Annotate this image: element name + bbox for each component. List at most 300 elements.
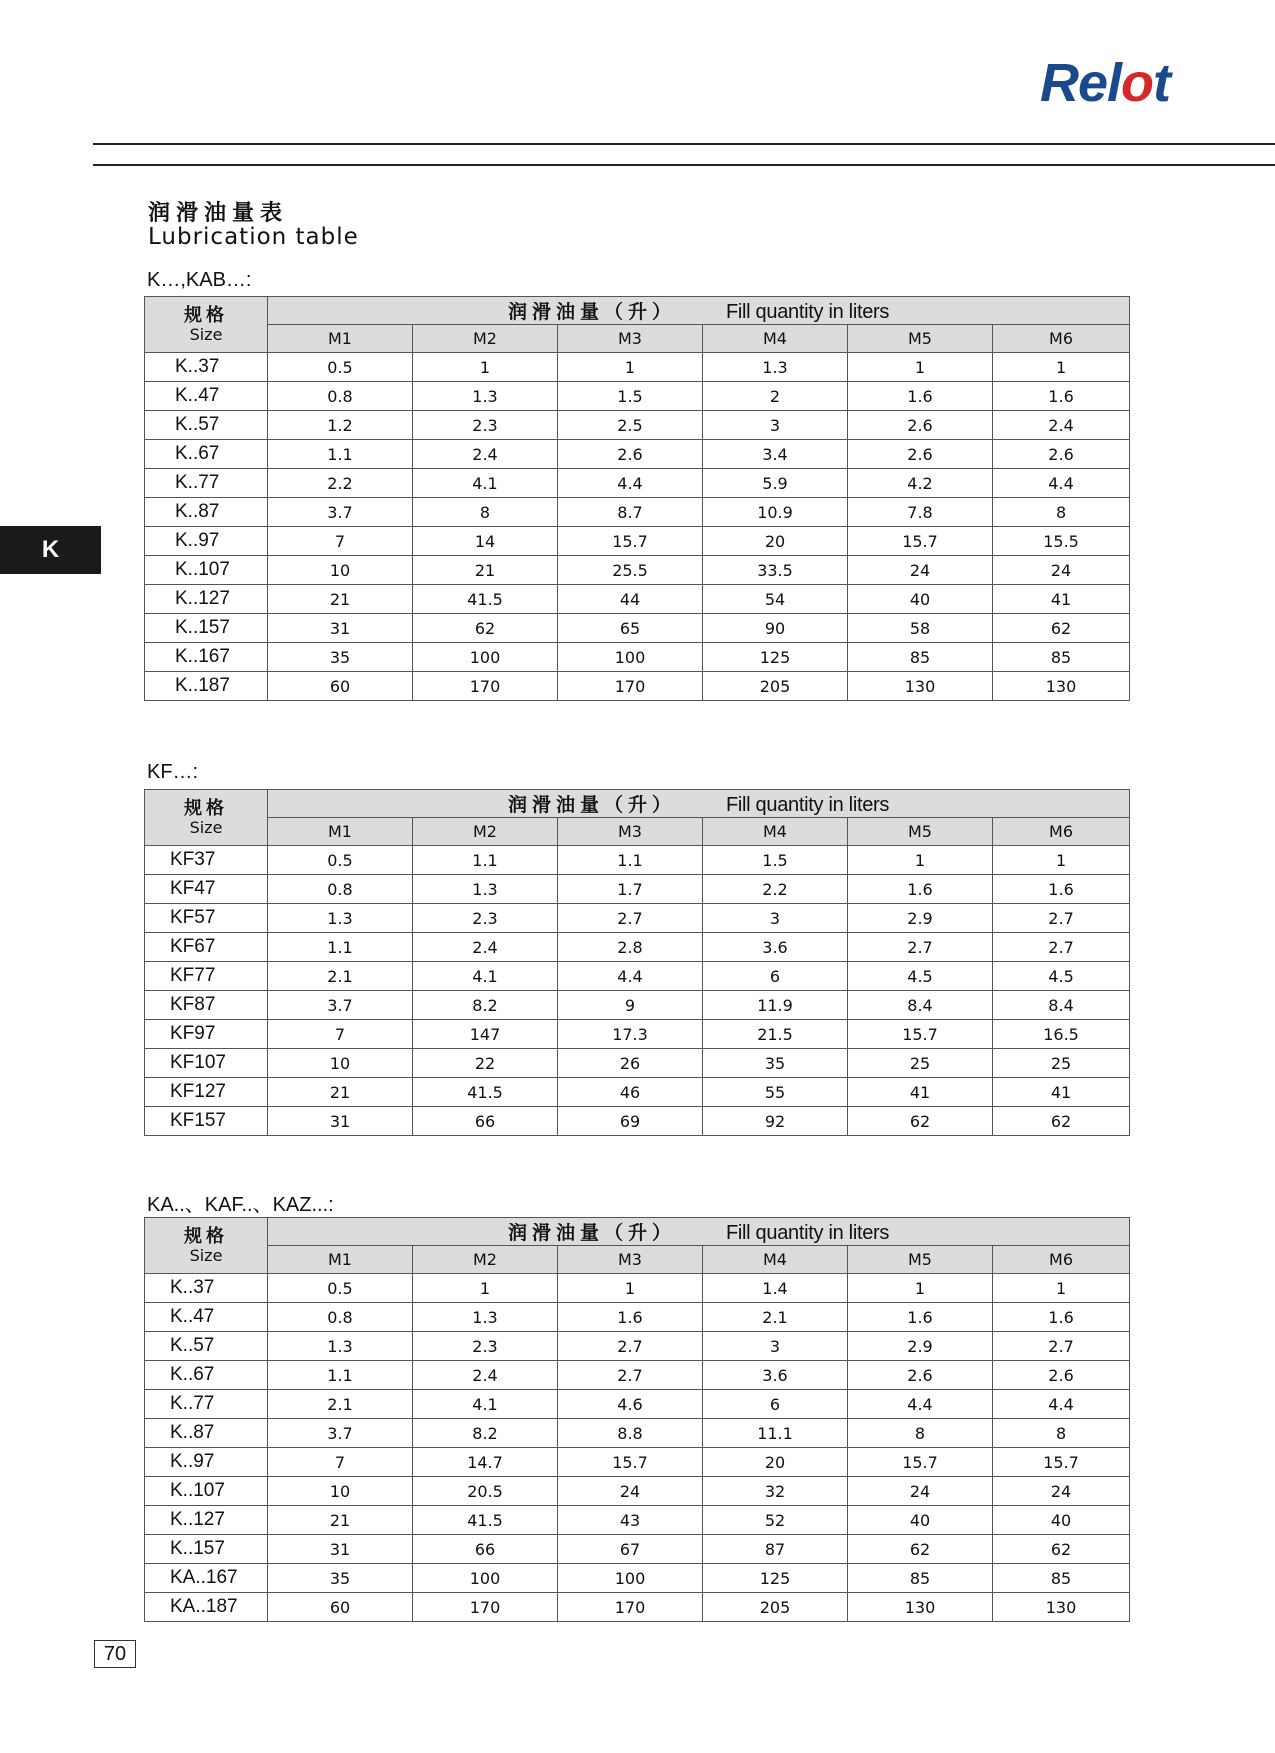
size-cell: K..167 (145, 643, 268, 672)
lubrication-table (144, 1217, 1130, 1622)
table-row (145, 382, 1130, 411)
value-cell: 16.5 (993, 1020, 1130, 1049)
column-header: M3 (558, 325, 703, 353)
value-cell: 15.7 (848, 1020, 993, 1049)
value-cell: 1.1 (268, 933, 413, 962)
value-cell: 0.8 (268, 382, 413, 411)
fill-quantity-header-cn: 润滑油量（升） (507, 794, 676, 816)
size-cell: KF57 (145, 904, 268, 933)
value-cell: 24 (558, 1477, 703, 1506)
value-cell: 205 (703, 1593, 848, 1622)
header-rule-top (93, 143, 1275, 145)
value-cell: 1 (993, 353, 1130, 382)
size-cell: K..37 (145, 353, 268, 382)
table-row (145, 353, 1130, 382)
value-cell: 66 (413, 1107, 558, 1136)
value-cell: 20.5 (413, 1477, 558, 1506)
value-cell: 40 (993, 1506, 1130, 1535)
size-header (145, 790, 268, 846)
value-cell: 130 (848, 1593, 993, 1622)
value-cell: 8.8 (558, 1419, 703, 1448)
table-row (145, 1535, 1130, 1564)
value-cell: 21 (268, 1078, 413, 1107)
column-header-row (145, 818, 1130, 846)
value-cell: 1.4 (703, 1274, 848, 1303)
size-header-en: Size (189, 324, 223, 344)
value-cell: 7.8 (848, 498, 993, 527)
value-cell: 2.7 (848, 933, 993, 962)
value-cell: 40 (848, 1506, 993, 1535)
value-cell: 1.7 (558, 875, 703, 904)
value-cell: 2.1 (703, 1303, 848, 1332)
value-cell: 125 (703, 1564, 848, 1593)
value-cell: 40 (848, 585, 993, 614)
value-cell: 60 (268, 1593, 413, 1622)
size-cell: K..107 (145, 1477, 268, 1506)
value-cell: 10 (268, 1049, 413, 1078)
value-cell: 3.7 (268, 498, 413, 527)
table-label: K…,KAB…: (147, 269, 252, 291)
size-cell: K..47 (145, 382, 268, 411)
value-cell: 90 (703, 614, 848, 643)
value-cell: 1.3 (413, 875, 558, 904)
table-row (145, 875, 1130, 904)
value-cell: 100 (413, 1564, 558, 1593)
value-cell: 11.1 (703, 1419, 848, 1448)
value-cell: 85 (993, 1564, 1130, 1593)
value-cell: 130 (848, 672, 993, 701)
table-row (145, 991, 1130, 1020)
value-cell: 170 (413, 672, 558, 701)
value-cell: 4.4 (558, 962, 703, 991)
size-header (145, 297, 268, 353)
size-cell: KF127 (145, 1078, 268, 1107)
fill-quantity-header-cn: 润滑油量（升） (507, 1222, 676, 1244)
value-cell: 2.7 (558, 1361, 703, 1390)
value-cell: 62 (993, 614, 1130, 643)
value-cell: 25.5 (558, 556, 703, 585)
table-row (145, 585, 1130, 614)
value-cell: 8.2 (413, 1419, 558, 1448)
size-cell: K..157 (145, 1535, 268, 1564)
value-cell: 3.6 (703, 1361, 848, 1390)
table-row (145, 1274, 1130, 1303)
value-cell: 15.7 (993, 1448, 1130, 1477)
value-cell: 21 (413, 556, 558, 585)
value-cell: 2.7 (993, 933, 1130, 962)
value-cell: 100 (558, 643, 703, 672)
table-row (145, 846, 1130, 875)
value-cell: 92 (703, 1107, 848, 1136)
value-cell: 24 (993, 556, 1130, 585)
value-cell: 1.3 (268, 904, 413, 933)
value-cell: 1 (413, 353, 558, 382)
page-title-en: Lubrication table (148, 224, 359, 250)
value-cell: 1.6 (848, 382, 993, 411)
size-cell: KF97 (145, 1020, 268, 1049)
value-cell: 125 (703, 643, 848, 672)
value-cell: 14 (413, 527, 558, 556)
value-cell: 4.4 (558, 469, 703, 498)
header-rule-bottom (93, 164, 1275, 166)
value-cell: 1 (848, 846, 993, 875)
column-header: M2 (413, 1246, 558, 1274)
table-row (145, 1448, 1130, 1477)
value-cell: 15.5 (993, 527, 1130, 556)
value-cell: 1.6 (993, 1303, 1130, 1332)
value-cell: 4.1 (413, 962, 558, 991)
value-cell: 170 (413, 1593, 558, 1622)
value-cell: 1.3 (413, 1303, 558, 1332)
value-cell: 2.6 (848, 440, 993, 469)
value-cell: 2.7 (558, 904, 703, 933)
size-cell: KA..187 (145, 1593, 268, 1622)
value-cell: 100 (413, 643, 558, 672)
table-row (145, 1564, 1130, 1593)
size-cell: K..67 (145, 1361, 268, 1390)
column-header: M1 (268, 1246, 413, 1274)
value-cell: 4.2 (848, 469, 993, 498)
value-cell: 1.5 (703, 846, 848, 875)
value-cell: 2.6 (848, 1361, 993, 1390)
column-header-row (145, 1246, 1130, 1274)
value-cell: 2.4 (413, 1361, 558, 1390)
value-cell: 3 (703, 1332, 848, 1361)
table-row (145, 1078, 1130, 1107)
value-cell: 52 (703, 1506, 848, 1535)
size-cell: KF67 (145, 933, 268, 962)
column-header: M1 (268, 325, 413, 353)
value-cell: 3 (703, 904, 848, 933)
size-cell: KF87 (145, 991, 268, 1020)
value-cell: 1.6 (993, 382, 1130, 411)
value-cell: 24 (848, 1477, 993, 1506)
value-cell: 1 (993, 1274, 1130, 1303)
value-cell: 24 (993, 1477, 1130, 1506)
value-cell: 62 (993, 1535, 1130, 1564)
value-cell: 4.5 (993, 962, 1130, 991)
size-cell: K..107 (145, 556, 268, 585)
value-cell: 2.6 (558, 440, 703, 469)
value-cell: 8 (993, 1419, 1130, 1448)
value-cell: 14.7 (413, 1448, 558, 1477)
value-cell: 8 (993, 498, 1130, 527)
header-row (145, 297, 1130, 325)
fill-quantity-header (268, 297, 1130, 325)
value-cell: 24 (848, 556, 993, 585)
column-header: M5 (848, 1246, 993, 1274)
value-cell: 130 (993, 672, 1130, 701)
value-cell: 1 (848, 353, 993, 382)
value-cell: 0.8 (268, 1303, 413, 1332)
size-cell: KF107 (145, 1049, 268, 1078)
value-cell: 1.3 (413, 382, 558, 411)
value-cell: 66 (413, 1535, 558, 1564)
value-cell: 44 (558, 585, 703, 614)
value-cell: 8 (848, 1419, 993, 1448)
value-cell: 69 (558, 1107, 703, 1136)
column-header: M6 (993, 325, 1130, 353)
value-cell: 10 (268, 556, 413, 585)
value-cell: 130 (993, 1593, 1130, 1622)
value-cell: 21.5 (703, 1020, 848, 1049)
value-cell: 1.6 (558, 1303, 703, 1332)
value-cell: 4.1 (413, 1390, 558, 1419)
value-cell: 20 (703, 527, 848, 556)
size-cell: K..97 (145, 1448, 268, 1477)
value-cell: 3.7 (268, 991, 413, 1020)
value-cell: 3 (703, 411, 848, 440)
size-cell: KF77 (145, 962, 268, 991)
value-cell: 170 (558, 1593, 703, 1622)
value-cell: 6 (703, 962, 848, 991)
table-row (145, 1477, 1130, 1506)
column-header-row (145, 325, 1130, 353)
table-row (145, 556, 1130, 585)
value-cell: 15.7 (848, 1448, 993, 1477)
value-cell: 67 (558, 1535, 703, 1564)
value-cell: 2.4 (413, 933, 558, 962)
value-cell: 1 (558, 1274, 703, 1303)
size-cell: K..77 (145, 1390, 268, 1419)
value-cell: 1 (558, 353, 703, 382)
value-cell: 33.5 (703, 556, 848, 585)
value-cell: 31 (268, 1535, 413, 1564)
section-tab: K (0, 526, 101, 574)
value-cell: 2.2 (703, 875, 848, 904)
value-cell: 0.8 (268, 875, 413, 904)
value-cell: 58 (848, 614, 993, 643)
value-cell: 21 (268, 1506, 413, 1535)
table-row (145, 643, 1130, 672)
column-header: M6 (993, 1246, 1130, 1274)
size-cell: KA..167 (145, 1564, 268, 1593)
size-cell: KF47 (145, 875, 268, 904)
table-row (145, 1303, 1130, 1332)
table-row (145, 440, 1130, 469)
value-cell: 1.1 (268, 440, 413, 469)
value-cell: 1.1 (268, 1361, 413, 1390)
value-cell: 8.2 (413, 991, 558, 1020)
column-header: M3 (558, 1246, 703, 1274)
value-cell: 35 (268, 1564, 413, 1593)
fill-quantity-header-en: Fill quantity in liters (725, 794, 890, 816)
table-row (145, 1506, 1130, 1535)
size-cell: K..47 (145, 1303, 268, 1332)
fill-quantity-header (268, 1218, 1130, 1246)
value-cell: 21 (268, 585, 413, 614)
size-header-en: Size (189, 1245, 223, 1265)
value-cell: 4.4 (993, 1390, 1130, 1419)
value-cell: 20 (703, 1448, 848, 1477)
column-header: M5 (848, 325, 993, 353)
value-cell: 15.7 (558, 527, 703, 556)
value-cell: 205 (703, 672, 848, 701)
value-cell: 87 (703, 1535, 848, 1564)
lubrication-table (144, 296, 1130, 701)
value-cell: 4.5 (848, 962, 993, 991)
value-cell: 25 (993, 1049, 1130, 1078)
size-cell: KF37 (145, 846, 268, 875)
page-title-cn: 润滑油量表 (148, 201, 289, 226)
value-cell: 1.3 (703, 353, 848, 382)
table-row (145, 527, 1130, 556)
value-cell: 2.4 (413, 440, 558, 469)
table-row (145, 469, 1130, 498)
value-cell: 9 (558, 991, 703, 1020)
size-cell: K..97 (145, 527, 268, 556)
value-cell: 2.7 (993, 904, 1130, 933)
size-cell: K..57 (145, 1332, 268, 1361)
value-cell: 1.6 (848, 1303, 993, 1332)
value-cell: 8 (413, 498, 558, 527)
page-number: 70 (94, 1640, 136, 1668)
value-cell: 3.4 (703, 440, 848, 469)
size-header-en: Size (189, 817, 223, 837)
table-row (145, 904, 1130, 933)
value-cell: 41.5 (413, 585, 558, 614)
value-cell: 1.5 (558, 382, 703, 411)
value-cell: 85 (993, 643, 1130, 672)
value-cell: 35 (703, 1049, 848, 1078)
value-cell: 4.1 (413, 469, 558, 498)
table-row (145, 1593, 1130, 1622)
value-cell: 2.6 (993, 440, 1130, 469)
value-cell: 1.1 (558, 846, 703, 875)
value-cell: 2.7 (558, 1332, 703, 1361)
size-cell: K..87 (145, 1419, 268, 1448)
value-cell: 3.7 (268, 1419, 413, 1448)
table-row (145, 411, 1130, 440)
value-cell: 2 (703, 382, 848, 411)
value-cell: 1.2 (268, 411, 413, 440)
value-cell: 1.3 (268, 1332, 413, 1361)
value-cell: 2.8 (558, 933, 703, 962)
header-row (145, 790, 1130, 818)
value-cell: 2.1 (268, 1390, 413, 1419)
value-cell: 26 (558, 1049, 703, 1078)
value-cell: 41.5 (413, 1078, 558, 1107)
value-cell: 17.3 (558, 1020, 703, 1049)
size-cell: K..187 (145, 672, 268, 701)
value-cell: 2.3 (413, 411, 558, 440)
value-cell: 22 (413, 1049, 558, 1078)
value-cell: 15.7 (848, 527, 993, 556)
fill-quantity-header (268, 790, 1130, 818)
value-cell: 62 (993, 1107, 1130, 1136)
column-header: M5 (848, 818, 993, 846)
value-cell: 1 (848, 1274, 993, 1303)
value-cell: 8.4 (848, 991, 993, 1020)
value-cell: 2.1 (268, 962, 413, 991)
fill-quantity-header-en: Fill quantity in liters (725, 301, 890, 323)
size-cell: K..67 (145, 440, 268, 469)
brand-logo: Relot (1040, 53, 1171, 113)
value-cell: 8.4 (993, 991, 1130, 1020)
size-cell: K..87 (145, 498, 268, 527)
value-cell: 4.4 (848, 1390, 993, 1419)
value-cell: 85 (848, 643, 993, 672)
column-header: M3 (558, 818, 703, 846)
value-cell: 2.7 (993, 1332, 1130, 1361)
table-row (145, 498, 1130, 527)
size-header-cn: 规格 (184, 797, 228, 819)
value-cell: 100 (558, 1564, 703, 1593)
value-cell: 2.6 (848, 411, 993, 440)
column-header: M2 (413, 325, 558, 353)
value-cell: 31 (268, 614, 413, 643)
value-cell: 1 (993, 846, 1130, 875)
table-row (145, 614, 1130, 643)
value-cell: 62 (848, 1107, 993, 1136)
value-cell: 85 (848, 1564, 993, 1593)
value-cell: 1 (413, 1274, 558, 1303)
size-cell: K..77 (145, 469, 268, 498)
value-cell: 10 (268, 1477, 413, 1506)
table-row (145, 962, 1130, 991)
size-cell: K..127 (145, 1506, 268, 1535)
size-cell: K..37 (145, 1274, 268, 1303)
value-cell: 2.3 (413, 904, 558, 933)
value-cell: 2.9 (848, 904, 993, 933)
value-cell: 0.5 (268, 353, 413, 382)
value-cell: 65 (558, 614, 703, 643)
value-cell: 41.5 (413, 1506, 558, 1535)
table-row (145, 1361, 1130, 1390)
table-row (145, 1390, 1130, 1419)
value-cell: 54 (703, 585, 848, 614)
fill-quantity-header-en: Fill quantity in liters (725, 1222, 890, 1244)
value-cell: 2.5 (558, 411, 703, 440)
table-row (145, 1107, 1130, 1136)
table-row (145, 672, 1130, 701)
value-cell: 6 (703, 1390, 848, 1419)
value-cell: 4.4 (993, 469, 1130, 498)
value-cell: 2.9 (848, 1332, 993, 1361)
value-cell: 43 (558, 1506, 703, 1535)
value-cell: 41 (993, 1078, 1130, 1107)
value-cell: 4.6 (558, 1390, 703, 1419)
value-cell: 10.9 (703, 498, 848, 527)
column-header: M6 (993, 818, 1130, 846)
size-cell: KF157 (145, 1107, 268, 1136)
value-cell: 7 (268, 527, 413, 556)
table-row (145, 933, 1130, 962)
value-cell: 2.4 (993, 411, 1130, 440)
size-cell: K..57 (145, 411, 268, 440)
value-cell: 46 (558, 1078, 703, 1107)
value-cell: 170 (558, 672, 703, 701)
table-row (145, 1049, 1130, 1078)
size-header-cn: 规格 (184, 304, 228, 326)
column-header: M4 (703, 1246, 848, 1274)
table-row (145, 1419, 1130, 1448)
value-cell: 2.6 (993, 1361, 1130, 1390)
value-cell: 147 (413, 1020, 558, 1049)
value-cell: 0.5 (268, 846, 413, 875)
value-cell: 1.6 (848, 875, 993, 904)
fill-quantity-header-cn: 润滑油量（升） (507, 301, 676, 323)
column-header: M2 (413, 818, 558, 846)
value-cell: 7 (268, 1448, 413, 1477)
size-cell: K..127 (145, 585, 268, 614)
size-cell: K..157 (145, 614, 268, 643)
table-row (145, 1020, 1130, 1049)
value-cell: 60 (268, 672, 413, 701)
value-cell: 55 (703, 1078, 848, 1107)
size-header (145, 1218, 268, 1274)
value-cell: 15.7 (558, 1448, 703, 1477)
